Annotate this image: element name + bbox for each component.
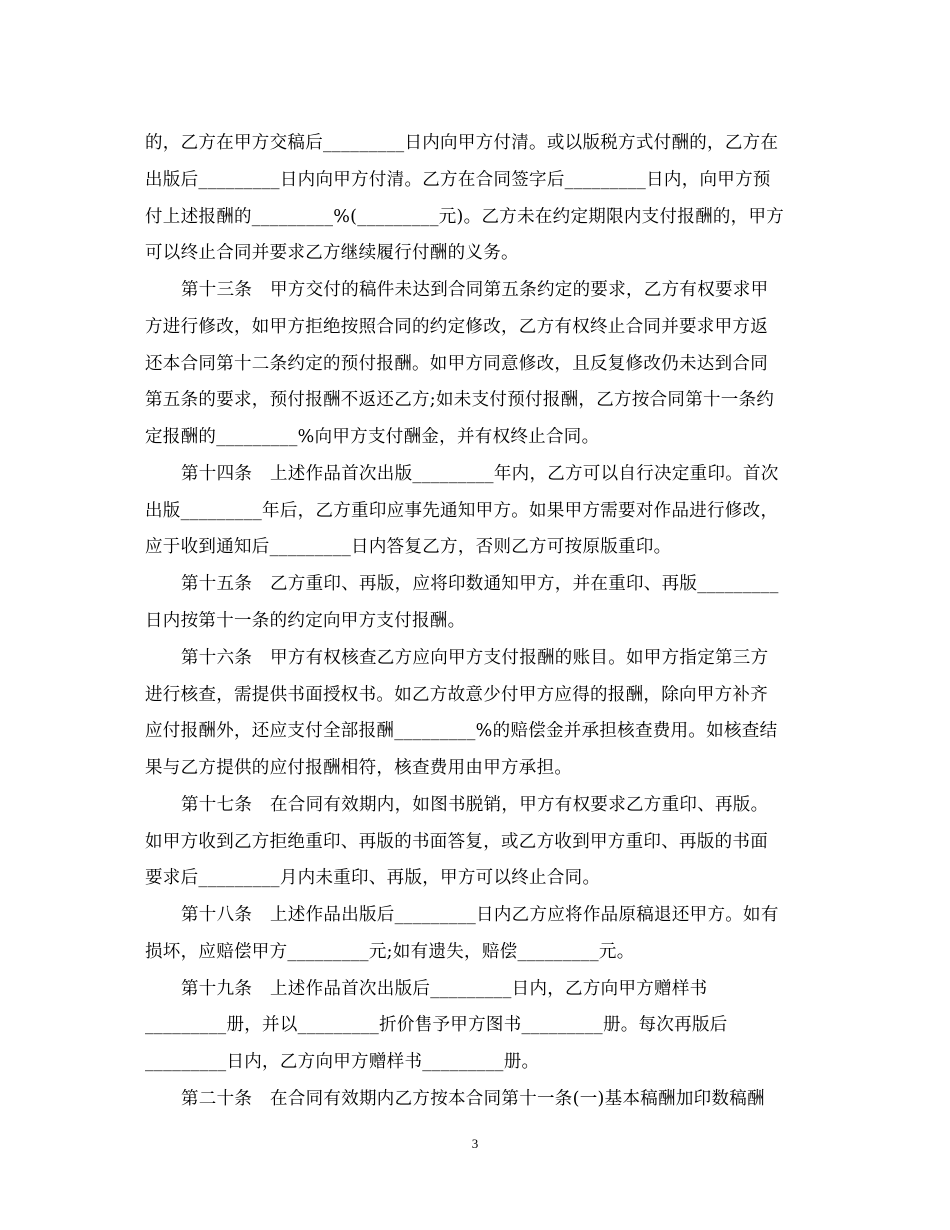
text-line: 果与乙方提供的应付报酬相符，核查费用由甲方承担。: [145, 758, 573, 778]
text-line: 应于收到通知后_________日内答复乙方，否则乙方可按原版重印。: [145, 537, 672, 557]
article-16-heading-line: 第十六条 甲方有权核查乙方应向甲方支付报酬的账目。如甲方指定第三方: [181, 648, 769, 668]
text-line: 要求后_________月内未重印、再版，甲方可以终止合同。: [145, 868, 601, 888]
article-14-heading-line: 第十四条 上述作品首次出版_________年内，乙方可以自行决定重印。首次: [181, 464, 779, 484]
text-line: 的，乙方在甲方交稿后_________日内向甲方付清。或以版税方式付酬的，乙方在: [145, 133, 779, 153]
text-line: 方进行修改，如甲方拒绝按照合同的约定修改，乙方有权终止合同并要求甲方返: [145, 317, 768, 337]
text-line: 如甲方收到乙方拒绝重印、再版的书面答复，或乙方收到甲方重印、再版的书面: [145, 832, 768, 852]
article-20-heading-line: 第二十条 在合同有效期内乙方按本合同第十一条(一)基本稿酬加印数稿酬: [181, 1089, 765, 1109]
article-13-heading-line: 第十三条 甲方交付的稿件未达到合同第五条约定的要求，乙方有权要求甲: [181, 280, 769, 300]
page-number: 3: [471, 1136, 479, 1151]
text-line: 还本合同第十二条约定的预付报酬。如甲方同意修改，且反复修改仍未达到合同: [145, 354, 768, 374]
text-line: 日内按第十一条的约定向甲方支付报酬。: [145, 611, 466, 631]
text-line: _________册，并以_________折价售予甲方图书_________册。每次再版后: [145, 1015, 728, 1035]
article-18-heading-line: 第十八条 上述作品出版后_________日内乙方应将作品原稿退还甲方。如有: [181, 905, 779, 925]
text-line: 损坏，应赔偿甲方_________元;如有遗失，赔偿_________元。: [145, 942, 635, 962]
text-line: 定报酬的_________%向甲方支付酬金，并有权终止合同。: [145, 427, 600, 447]
text-line: 付上述报酬的_________%(_________元)。乙方未在约定期限内支付报酬的，甲方: [145, 207, 785, 227]
text-line: _________日内，乙方向甲方赠样书_________册。: [145, 1052, 540, 1072]
text-line: 出版_________年后，乙方重印应事先通知甲方。如果甲方需要对作品进行修改，: [145, 501, 779, 521]
text-line: 出版后_________日内向甲方付清。乙方在合同签字后_________日内，向甲方预: [145, 170, 771, 190]
article-17-heading-line: 第十七条 在合同有效期内，如图书脱销，甲方有权要求乙方重印、再版。: [181, 795, 769, 815]
text-line: 应付报酬外，还应支付全部报酬_________%的赔偿金并承担核查费用。如核查结: [145, 721, 778, 741]
article-15-heading-line: 第十五条 乙方重印、再版，应将印数通知甲方，并在重印、再版_________: [181, 574, 779, 594]
text-line: 可以终止合同并要求乙方继续履行付酬的义务。: [145, 243, 519, 263]
text-line: 进行核查，需提供书面授权书。如乙方故意少付甲方应得的报酬，除向甲方补齐: [145, 685, 768, 705]
article-19-heading-line: 第十九条 上述作品首次出版后_________日内，乙方向甲方赠样书: [181, 979, 708, 999]
text-line: 第五条的要求，预付报酬不返还乙方;如未支付预付报酬，乙方按合同第十一条约: [145, 390, 775, 410]
